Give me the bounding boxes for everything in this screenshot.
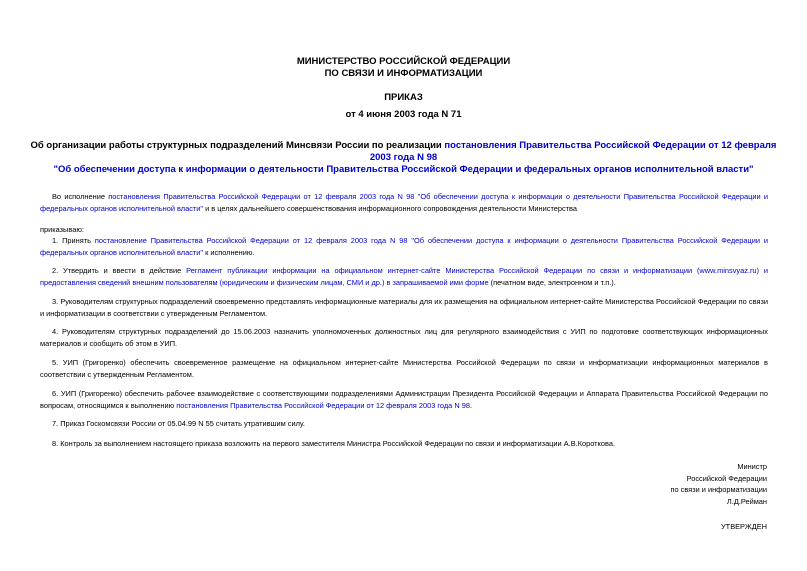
item6-prefix: 6. УИП (Григоренко) обеспечить рабочее взаимодействие с соответствующими подразделениями Администрации Президента Российской Федерации и Аппарата Правительства Российской Федерации по вопросам, относящимся к выполнению xyxy=(40,389,768,410)
item1-suffix: к исполнению. xyxy=(203,247,255,257)
item2-suffix: (печатном виде, электронном и т.п.). xyxy=(488,277,616,287)
order-item-8: 8. Контроль за выполнением настоящего приказа возложить на первого заместителя Министра Российской Федерации по связи и информатизации А.В.Короткова. xyxy=(52,439,615,448)
ministry-line-2: ПО СВЯЗИ И ИНФОРМАТИЗАЦИИ xyxy=(324,68,483,79)
item2-form-link[interactable]: запрашиваемой ими форме xyxy=(390,277,489,287)
signature-line-1: Министр xyxy=(737,462,767,471)
title-link-decree[interactable]: постановления Правительства Российской Федерации от 12 февраля 2003 года N 98 xyxy=(369,140,777,163)
item6-suffix: . xyxy=(469,400,472,410)
intro-decree-link[interactable]: постановления Правительства Российской Федерации от 12 февраля 2003 года N 98 "Об обеспечении доступа к информации о деятельности Правительства Российской Федерации и федеральных органов исполнительной власти" xyxy=(40,192,769,213)
intro-prefix: Во исполнение xyxy=(52,192,109,201)
order-item-2 xyxy=(40,265,768,288)
order-item-1 xyxy=(40,235,768,258)
item1-prefix: 1. Принять xyxy=(52,236,95,245)
intro-paragraph xyxy=(40,191,768,214)
item6-decree-link[interactable]: постановления Правительства Российской Федерации от 12 февраля 2003 года N 98 xyxy=(176,400,470,410)
item2-regulation-link[interactable]: Регламент публикации информации на официальном интернет-сайте Министерства Российской Федерации по связи и информатизации (www.minsvyaz.ru) и предоставления сведений внешним пользователям (юридическим и физическим лицам, СМИ и др.) в xyxy=(40,266,768,287)
order-item-7: 7. Приказ Госкомсвязи России от 05.04.99 N 55 считать утратившим силу. xyxy=(52,419,305,428)
signature-block xyxy=(567,461,767,507)
order-item-4: 4. Руководителям структурных подразделений до 15.06.2003 назначить уполномоченных должностных лиц для регулярного взаимодействия с УИП по подготовке соответствующих информационных материалов и сообщить об этом в УИП. xyxy=(40,327,768,348)
signature-line-3: по связи и информатизации xyxy=(670,485,767,494)
signature-line-2: Российской Федерации xyxy=(686,473,767,483)
approved-label: УТВЕРЖДЕН xyxy=(720,522,767,531)
item2-prefix: 2. Утвердить и ввести в действие xyxy=(52,266,187,275)
title-link-decree-name[interactable]: "Об обеспечении доступа к информации о деятельности Правительства Российской Федерации и федеральных органов исполнительной власти" xyxy=(53,164,754,175)
document-type: ПРИКАЗ xyxy=(384,92,423,103)
item1-decree-link[interactable]: постановление Правительства Российской Федерации от 12 февраля 2003 года N 98 "Об обеспечении доступа к информации о деятельности Правительства Российской Федерации и федеральных органов исполнительной власти" xyxy=(40,236,769,257)
intro-suffix: и в целях дальнейшего совершенствования информационного сопровождения деятельности Министерства xyxy=(203,203,578,213)
order-item-3: 3. Руководителям структурных подразделений своевременно представлять информационные материалы для их размещения на официальном интернет-сайте Министерства Российской Федерации по связи и информатизации в соответствии с утвержденным Регламентом. xyxy=(40,297,768,318)
document-title xyxy=(30,140,777,176)
order-item-6 xyxy=(40,388,768,411)
ministry-line-1: МИНИСТЕРСТВО РОССИЙСКОЙ ФЕДЕРАЦИИ xyxy=(296,56,511,67)
order-item-5: 5. УИП (Григоренко) обеспечить своевременное размещение на официальном интернет-сайте Министерства Российской Федерации по связи и информатизации информационных материалов в соответствии с утвержденным Регламентом. xyxy=(40,358,768,379)
document-date: от 4 июня 2003 года N 71 xyxy=(345,109,462,120)
title-text: Об организации работы структурных подразделений Минсвязи России по реализации xyxy=(30,140,445,151)
signature-name: Л.Д.Рейман xyxy=(726,496,767,506)
order-word: приказываю: xyxy=(40,225,84,234)
